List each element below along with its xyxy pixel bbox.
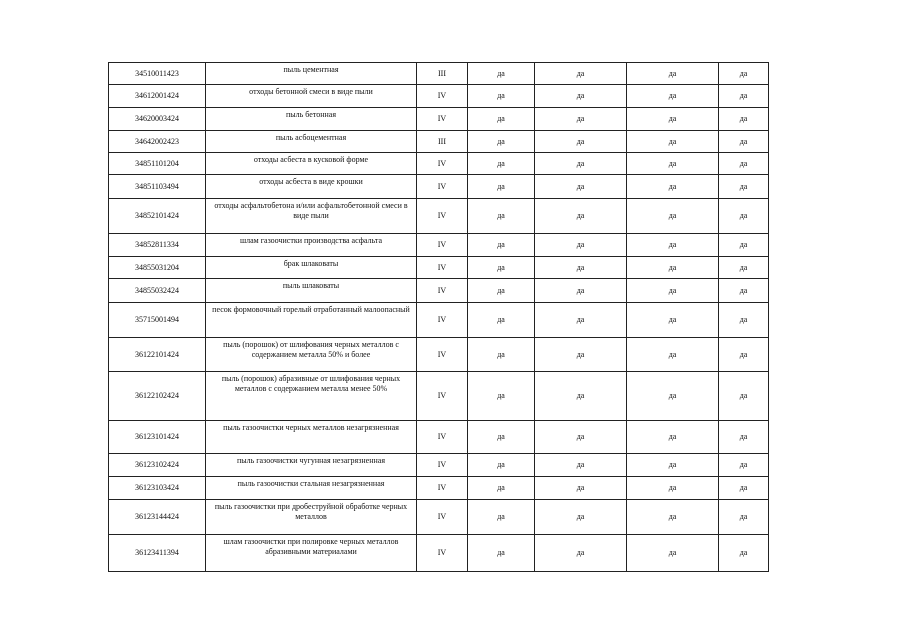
waste-name-cell: пыль цементная: [206, 63, 417, 85]
waste-name-cell: пыль асбоцементная: [206, 131, 417, 153]
waste-name-cell: пыль (порошок) абразивные от шлифования черных металлов с содержанием металла менее 50%: [206, 372, 417, 421]
waste-code-cell: 34620003424: [109, 108, 206, 131]
flag-cell: да: [535, 63, 627, 85]
flag-cell: да: [719, 234, 769, 257]
flag-cell: да: [468, 85, 535, 108]
flag-cell: да: [468, 338, 535, 372]
flag-cell: да: [468, 372, 535, 421]
flag-cell: да: [627, 234, 719, 257]
waste-code-cell: 34851103494: [109, 175, 206, 199]
hazard-class-cell: IV: [417, 234, 468, 257]
waste-code-cell: 36123101424: [109, 421, 206, 454]
flag-cell: да: [535, 500, 627, 535]
flag-cell: да: [719, 477, 769, 500]
flag-cell: да: [535, 257, 627, 279]
flag-cell: да: [627, 372, 719, 421]
waste-code-cell: 34510011423: [109, 63, 206, 85]
flag-cell: да: [468, 153, 535, 175]
flag-cell: да: [719, 153, 769, 175]
flag-cell: да: [468, 477, 535, 500]
flag-cell: да: [627, 175, 719, 199]
table-row: [109, 454, 769, 477]
table-row: [109, 85, 769, 108]
flag-cell: да: [468, 303, 535, 338]
table-row: [109, 500, 769, 535]
flag-cell: да: [468, 421, 535, 454]
flag-cell: да: [535, 175, 627, 199]
table-row: [109, 63, 769, 85]
flag-cell: да: [468, 175, 535, 199]
hazard-class-cell: IV: [417, 535, 468, 572]
flag-cell: да: [535, 131, 627, 153]
table-row: [109, 535, 769, 572]
flag-cell: да: [627, 338, 719, 372]
hazard-class-cell: IV: [417, 153, 468, 175]
flag-cell: да: [719, 535, 769, 572]
waste-code-cell: 36123411394: [109, 535, 206, 572]
flag-cell: да: [468, 500, 535, 535]
flag-cell: да: [719, 500, 769, 535]
waste-name-cell: пыль шлаковаты: [206, 279, 417, 303]
hazard-class-cell: IV: [417, 421, 468, 454]
flag-cell: да: [535, 372, 627, 421]
flag-cell: да: [535, 153, 627, 175]
flag-cell: да: [627, 108, 719, 131]
hazard-class-cell: IV: [417, 257, 468, 279]
table-row: [109, 372, 769, 421]
waste-table-body: [109, 63, 769, 572]
flag-cell: да: [719, 421, 769, 454]
hazard-class-cell: IV: [417, 199, 468, 234]
flag-cell: да: [627, 303, 719, 338]
flag-cell: да: [627, 421, 719, 454]
table-row: [109, 234, 769, 257]
table-row: [109, 257, 769, 279]
waste-name-cell: брак шлаковаты: [206, 257, 417, 279]
flag-cell: да: [719, 279, 769, 303]
waste-name-cell: шлам газоочистки производства асфальта: [206, 234, 417, 257]
waste-name-cell: пыль газоочистки стальная незагрязненная: [206, 477, 417, 500]
waste-name-cell: пыль газоочистки черных металлов незагрязненная: [206, 421, 417, 454]
flag-cell: да: [468, 257, 535, 279]
flag-cell: да: [627, 454, 719, 477]
hazard-class-cell: III: [417, 63, 468, 85]
flag-cell: да: [535, 535, 627, 572]
flag-cell: да: [719, 338, 769, 372]
flag-cell: да: [627, 85, 719, 108]
hazard-class-cell: IV: [417, 338, 468, 372]
flag-cell: да: [627, 500, 719, 535]
flag-cell: да: [535, 85, 627, 108]
waste-name-cell: отходы асфальтобетона и/или асфальтобетонной смеси в виде пыли: [206, 199, 417, 234]
waste-code-cell: 36123144424: [109, 500, 206, 535]
waste-code-cell: 34851101204: [109, 153, 206, 175]
waste-name-cell: пыль газоочистки при дробеструйной обработке черных металлов: [206, 500, 417, 535]
waste-name-cell: пыль бетонная: [206, 108, 417, 131]
waste-table: [108, 62, 769, 572]
flag-cell: да: [468, 199, 535, 234]
waste-name-cell: отходы асбеста в виде крошки: [206, 175, 417, 199]
flag-cell: да: [627, 199, 719, 234]
waste-code-cell: 35715001494: [109, 303, 206, 338]
table-row: [109, 338, 769, 372]
flag-cell: да: [535, 199, 627, 234]
hazard-class-cell: III: [417, 131, 468, 153]
flag-cell: да: [468, 131, 535, 153]
waste-code-cell: 36122102424: [109, 372, 206, 421]
waste-code-cell: 34855032424: [109, 279, 206, 303]
flag-cell: да: [535, 454, 627, 477]
flag-cell: да: [468, 535, 535, 572]
flag-cell: да: [719, 199, 769, 234]
hazard-class-cell: IV: [417, 108, 468, 131]
waste-name-cell: пыль газоочистки чугунная незагрязненная: [206, 454, 417, 477]
table-row: [109, 175, 769, 199]
table-row: [109, 421, 769, 454]
table-row: [109, 279, 769, 303]
table-row: [109, 303, 769, 338]
flag-cell: да: [535, 477, 627, 500]
flag-cell: да: [535, 338, 627, 372]
table-row: [109, 108, 769, 131]
hazard-class-cell: IV: [417, 85, 468, 108]
flag-cell: да: [535, 108, 627, 131]
flag-cell: да: [719, 257, 769, 279]
waste-name-cell: песок формовочный горелый отработанный малоопасный: [206, 303, 417, 338]
flag-cell: да: [468, 454, 535, 477]
hazard-class-cell: IV: [417, 175, 468, 199]
flag-cell: да: [535, 279, 627, 303]
flag-cell: да: [535, 303, 627, 338]
flag-cell: да: [719, 63, 769, 85]
flag-cell: да: [627, 153, 719, 175]
flag-cell: да: [468, 234, 535, 257]
flag-cell: да: [627, 257, 719, 279]
flag-cell: да: [468, 279, 535, 303]
flag-cell: да: [719, 108, 769, 131]
table-row: [109, 477, 769, 500]
flag-cell: да: [468, 108, 535, 131]
waste-code-cell: 36122101424: [109, 338, 206, 372]
waste-name-cell: отходы бетонной смеси в виде пыли: [206, 85, 417, 108]
flag-cell: да: [719, 454, 769, 477]
flag-cell: да: [468, 63, 535, 85]
flag-cell: да: [719, 303, 769, 338]
flag-cell: да: [627, 477, 719, 500]
waste-name-cell: пыль (порошок) от шлифования черных металлов с содержанием металла 50% и более: [206, 338, 417, 372]
flag-cell: да: [719, 175, 769, 199]
flag-cell: да: [719, 372, 769, 421]
flag-cell: да: [627, 131, 719, 153]
hazard-class-cell: IV: [417, 279, 468, 303]
waste-code-cell: 34852101424: [109, 199, 206, 234]
flag-cell: да: [719, 85, 769, 108]
waste-code-cell: 34642002423: [109, 131, 206, 153]
hazard-class-cell: IV: [417, 454, 468, 477]
waste-code-cell: 34852811334: [109, 234, 206, 257]
waste-code-cell: 36123103424: [109, 477, 206, 500]
waste-name-cell: шлам газоочистки при полировке черных металлов абразивными материалами: [206, 535, 417, 572]
flag-cell: да: [535, 421, 627, 454]
waste-code-cell: 34612001424: [109, 85, 206, 108]
waste-name-cell: отходы асбеста в кусковой форме: [206, 153, 417, 175]
waste-code-cell: 34855031204: [109, 257, 206, 279]
flag-cell: да: [627, 535, 719, 572]
hazard-class-cell: IV: [417, 477, 468, 500]
table-row: [109, 131, 769, 153]
hazard-class-cell: IV: [417, 500, 468, 535]
flag-cell: да: [627, 63, 719, 85]
flag-cell: да: [627, 279, 719, 303]
table-row: [109, 199, 769, 234]
hazard-class-cell: IV: [417, 372, 468, 421]
waste-code-cell: 36123102424: [109, 454, 206, 477]
flag-cell: да: [535, 234, 627, 257]
flag-cell: да: [719, 131, 769, 153]
table-row: [109, 153, 769, 175]
hazard-class-cell: IV: [417, 303, 468, 338]
